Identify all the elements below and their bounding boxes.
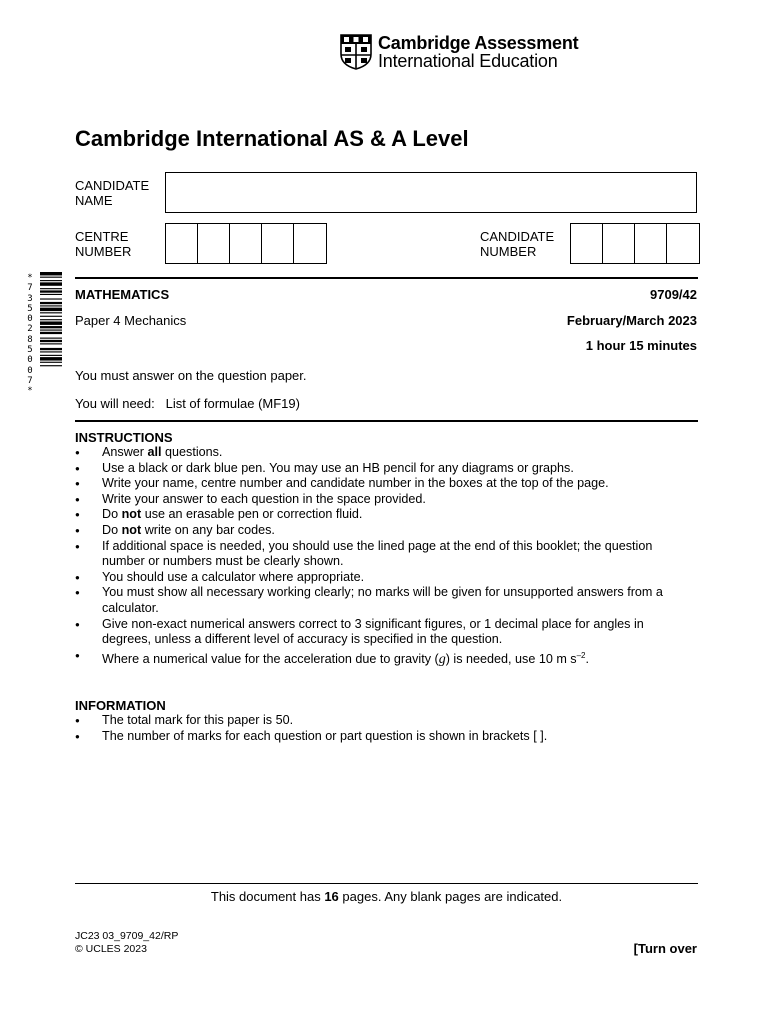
- document-reference: [75, 930, 178, 956]
- candidate-number-digit[interactable]: [667, 224, 699, 263]
- logo-line-2: International Education: [378, 51, 558, 71]
- divider: [75, 420, 698, 422]
- label-line: NAME: [75, 193, 113, 208]
- instruction-item: ● Do not write on any bar codes.: [75, 523, 675, 539]
- divider: [75, 277, 698, 279]
- instruction-item: ● Where a numerical value for the acceleration due to gravity (g) is needed, use 10 m $s^{-2}$.: [75, 648, 675, 668]
- centre-number-digit[interactable]: [166, 224, 198, 263]
- barcode-digit: 7: [27, 283, 33, 294]
- exam-session: February/March 2023: [566, 313, 697, 328]
- barcode-digit: 0: [27, 355, 33, 366]
- information-heading: INFORMATION: [75, 698, 166, 713]
- instruction-item: ● You must show all necessary working clearly; no marks will be given for unsupported answers from a calculator.: [75, 585, 675, 616]
- label-line: NUMBER: [75, 244, 132, 259]
- barcode-digit: 8: [27, 334, 33, 345]
- label-line: CANDIDATE: [75, 178, 150, 193]
- answer-note: You must answer on the question paper.: [75, 368, 307, 383]
- subject: MATHEMATICS: [75, 287, 170, 302]
- information-item: ● The total mark for this paper is 50.: [75, 713, 675, 729]
- paper-title: Paper 4 Mechanics: [75, 313, 187, 328]
- need-label: You will need:: [75, 396, 155, 411]
- exam-duration: 1 hour 15 minutes: [585, 338, 697, 353]
- divider: [75, 883, 698, 884]
- page-count-note: This document has 16 pages. Any blank pages are indicated.: [210, 889, 563, 904]
- instruction-item: ● Do not use an erasable pen or correction fluid.: [75, 507, 675, 523]
- information-item: ● The number of marks for each question or part question is shown in brackets [ ].: [75, 729, 675, 745]
- qualification-title: Cambridge International AS & A Level: [75, 126, 469, 151]
- candidate-number-field: [570, 223, 700, 264]
- instruction-item: ● Write your name, centre number and candidate number in the boxes at the top of the page.: [75, 476, 675, 492]
- instruction-item: ● Write your answer to each question in the space provided.: [75, 492, 675, 508]
- candidate-name-field[interactable]: [165, 172, 697, 213]
- cambridge-shield-icon: [340, 34, 372, 70]
- copyright: © UCLES 2023: [75, 943, 147, 955]
- centre-number-digit[interactable]: [262, 224, 294, 263]
- barcode-digit: *: [27, 273, 33, 283]
- centre-number-field: [165, 223, 327, 264]
- information-list: [75, 713, 675, 744]
- reference-code: JC23 03_9709_42/RP: [75, 930, 179, 942]
- barcode-digit: 3: [27, 293, 33, 304]
- instruction-item: ● Answer all questions.: [75, 445, 675, 461]
- candidate-number-label: [480, 229, 554, 259]
- instruction-item: ● You should use a calculator where appropriate.: [75, 570, 675, 586]
- candidate-number-digit[interactable]: [635, 224, 667, 263]
- barcode-digit: 0: [27, 314, 33, 325]
- candidate-number-digit[interactable]: [603, 224, 635, 263]
- you-will-need: [75, 396, 300, 411]
- centre-number-digit[interactable]: [294, 224, 326, 263]
- label-line: CENTRE: [75, 229, 129, 244]
- centre-number-label: [75, 229, 131, 259]
- instructions-list: [75, 445, 675, 668]
- barcode-digit: 5: [27, 345, 33, 356]
- barcode-number: [23, 273, 37, 397]
- barcode-digit: 7: [27, 375, 33, 386]
- instruction-item: ● Give non-exact numerical answers correct to 3 significant figures, or 1 decimal place for angles in degrees, unless a different level of accuracy is specified in the question.: [75, 617, 675, 648]
- barcode-digit: 2: [27, 324, 33, 335]
- turn-over: [Turn over: [633, 941, 697, 956]
- syllabus-code: 9709/42: [650, 287, 697, 302]
- instruction-item: ● Use a black or dark blue pen. You may use an HB pencil for any diagrams or graphs.: [75, 461, 675, 477]
- label-line: CANDIDATE: [480, 229, 555, 244]
- candidate-name-label: [75, 178, 149, 208]
- barcode-icon: [40, 272, 62, 410]
- barcode-digit: 5: [27, 303, 33, 314]
- instruction-item: ● If additional space is needed, you should use the lined page at the end of this booklet; the question number or numbers must be clearly shown.: [75, 539, 675, 570]
- need-value: List of formulae (MF19): [165, 396, 300, 411]
- barcode-digit: 0: [27, 365, 33, 376]
- cambridge-logo: [340, 34, 578, 70]
- centre-number-digit[interactable]: [198, 224, 230, 263]
- instructions-heading: INSTRUCTIONS: [75, 430, 173, 445]
- centre-number-digit[interactable]: [230, 224, 262, 263]
- logo-line-1: Cambridge Assessment: [378, 33, 579, 53]
- candidate-number-digit[interactable]: [571, 224, 603, 263]
- label-line: NUMBER: [480, 244, 537, 259]
- barcode-digit: *: [27, 386, 33, 397]
